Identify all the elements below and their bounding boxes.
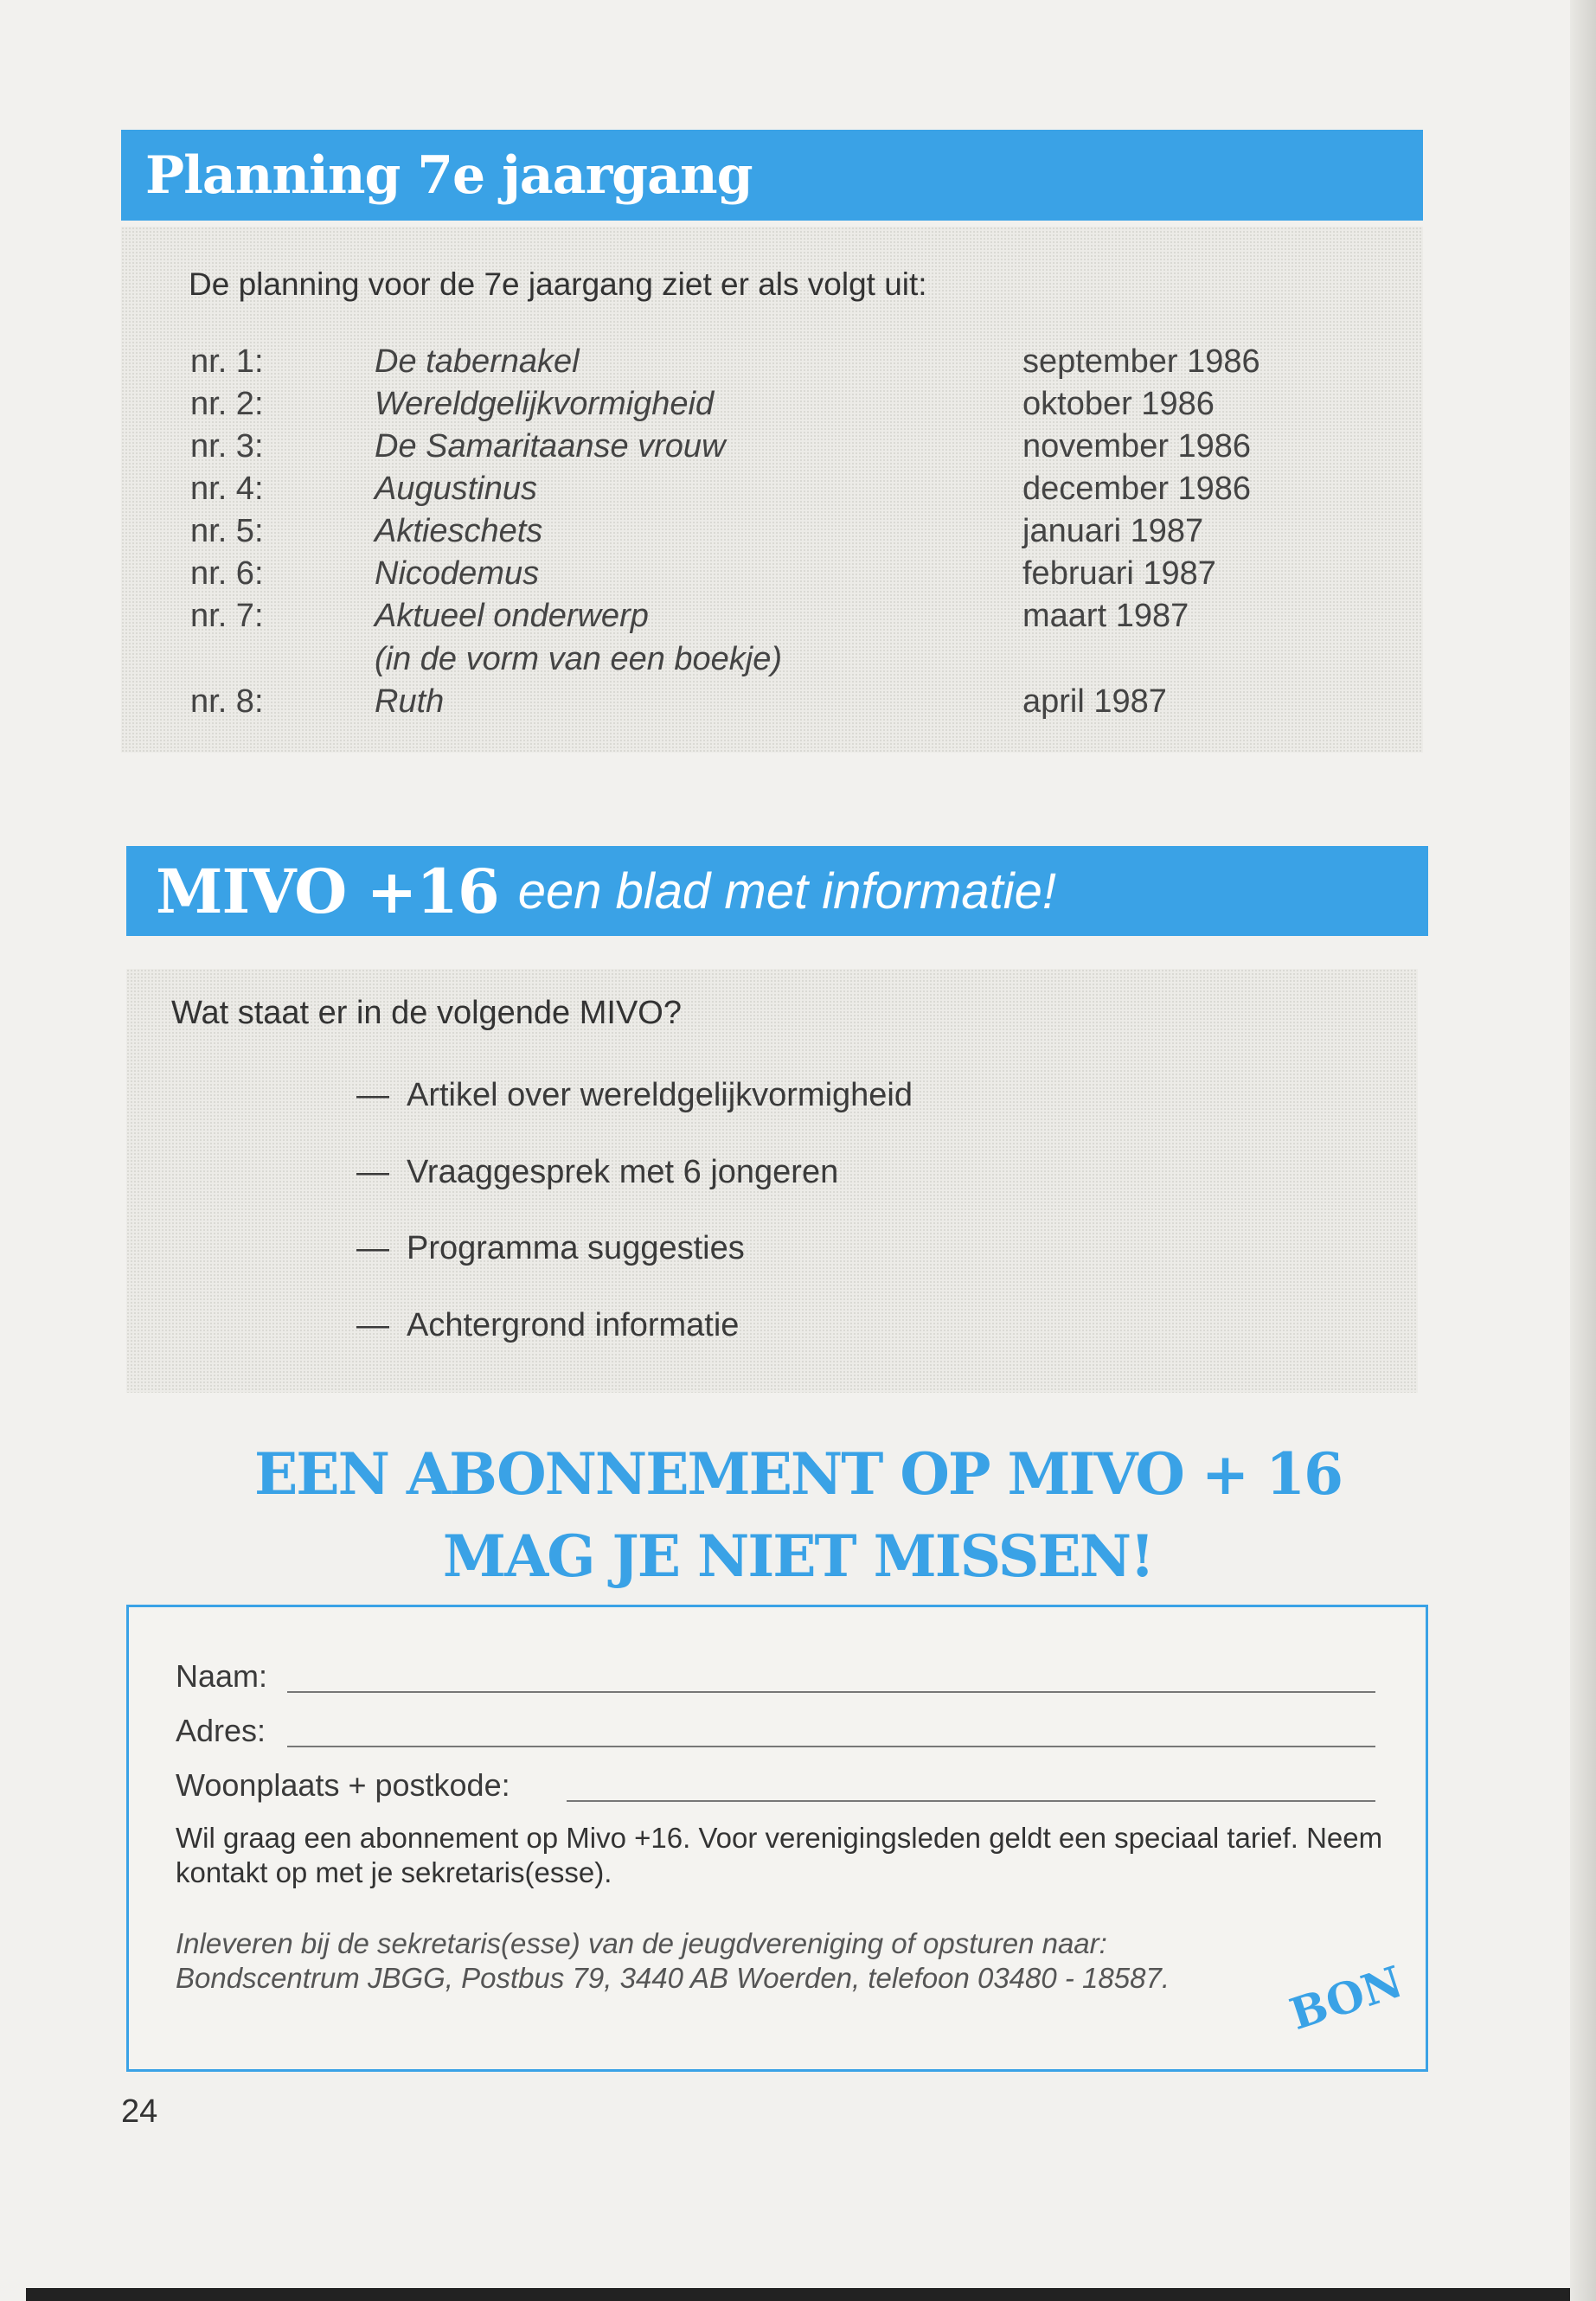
city-field[interactable] xyxy=(567,1800,1375,1802)
name-label: Naam: xyxy=(176,1658,268,1694)
list-item xyxy=(356,1154,838,1191)
dash: — xyxy=(356,1154,389,1190)
planning-title: Planning 7e jaargang xyxy=(145,144,753,206)
address-field[interactable] xyxy=(287,1746,1375,1747)
issue-title: Aktieschets xyxy=(375,513,543,549)
issue-number: nr. 3: xyxy=(190,428,264,465)
issue-number: nr. 2: xyxy=(190,386,264,422)
list-item xyxy=(356,1307,739,1344)
headline-line-1: EEN ABONNEMENT OP MIVO + 16 xyxy=(253,1440,1343,1508)
issue-number: nr. 8: xyxy=(190,683,264,720)
issue-title: Ruth xyxy=(375,683,445,720)
planning-row xyxy=(0,555,1596,599)
issue-title: Aktueel onderwerp xyxy=(375,598,649,634)
issue-date: oktober 1986 xyxy=(1022,386,1215,422)
planning-row xyxy=(0,428,1596,471)
issue-number: nr. 7: xyxy=(190,598,264,634)
issue-number: nr. 6: xyxy=(190,555,264,592)
dash: — xyxy=(356,1307,389,1343)
subscription-text: Wil graag een abonnement op Mivo +16. Voor verenigingsleden geldt een speciaal tarief. Neem kontakt op met je sekretaris(esse). xyxy=(176,1822,1383,1888)
headline-line-2: MAG JE NIET MISSEN! xyxy=(442,1522,1154,1590)
issue-date: januari 1987 xyxy=(1022,513,1204,549)
issue-date: november 1986 xyxy=(1022,428,1252,465)
planning-row xyxy=(0,386,1596,429)
issue-title: De Samaritaanse vrouw xyxy=(375,428,726,465)
planning-intro: De planning voor de 7e jaargang ziet er als volgt uit: xyxy=(189,266,927,302)
list-item xyxy=(356,1077,913,1114)
mivo-header-bar xyxy=(126,846,1428,936)
issue-title: Nicodemus xyxy=(375,555,540,592)
issue-title: De tabernakel xyxy=(375,343,580,380)
issue-date: september 1986 xyxy=(1022,343,1260,380)
issue-number: nr. 5: xyxy=(190,513,264,549)
page-number: 24 xyxy=(121,2093,158,2130)
mivo-tagline: een blad met informatie! xyxy=(517,862,1056,920)
issue-number: nr. 4: xyxy=(190,471,264,507)
dash: — xyxy=(356,1077,389,1113)
planning-header-bar xyxy=(121,130,1423,221)
list-item-text: Achtergrond informatie xyxy=(407,1307,740,1343)
mivo-question: Wat staat er in de volgende MIVO? xyxy=(171,995,683,1031)
list-item-text: Vraaggesprek met 6 jongeren xyxy=(407,1154,839,1190)
city-label: Woonplaats + postkode: xyxy=(176,1767,510,1803)
issue-date: maart 1987 xyxy=(1022,598,1189,634)
mivo-title: MIVO +16 xyxy=(156,855,499,927)
issue-date: februari 1987 xyxy=(1022,555,1216,592)
issue-date: december 1986 xyxy=(1022,471,1252,507)
dash: — xyxy=(356,1230,389,1266)
planning-row xyxy=(0,598,1596,677)
name-field[interactable] xyxy=(287,1691,1375,1693)
planning-row xyxy=(0,513,1596,556)
planning-row xyxy=(0,343,1596,387)
list-item-text: Artikel over wereldgelijkvormigheid xyxy=(407,1077,913,1113)
page-bottom-edge xyxy=(26,2288,1570,2301)
issue-title: Augustinus xyxy=(375,471,538,507)
issue-date: april 1987 xyxy=(1022,683,1167,720)
planning-row xyxy=(0,471,1596,514)
bon-stamp: BON xyxy=(1284,1955,1409,2041)
issue-number: nr. 1: xyxy=(190,343,264,380)
submission-instructions: Inleveren bij de sekretaris(esse) van de jeugdvereniging of opsturen naar: Bondscentrum JBGG, Postbus 79, 3440 AB Woerden, telefoon 03480 - 18587. xyxy=(176,1927,1170,1994)
list-item xyxy=(356,1230,745,1267)
planning-row xyxy=(0,683,1596,727)
address-label: Adres: xyxy=(176,1713,266,1748)
issue-title: Wereldgelijkvormigheid xyxy=(375,386,715,422)
list-item-text: Programma suggesties xyxy=(407,1230,745,1266)
issue-subtitle: (in de vorm van een boekje) xyxy=(375,641,783,677)
